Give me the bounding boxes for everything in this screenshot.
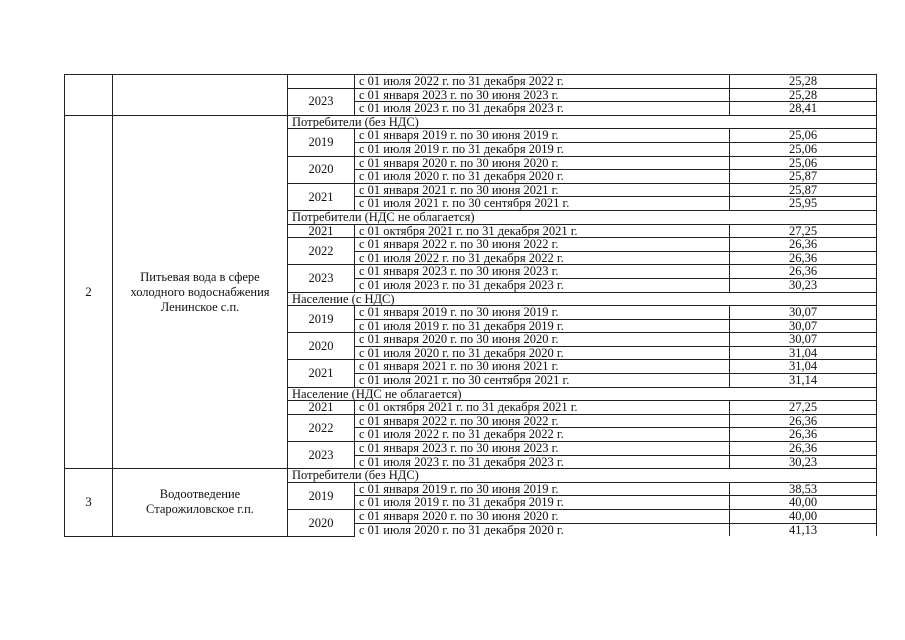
year-cell: 2019 [288,482,355,509]
tariff-value-cell: 25,06 [730,156,877,170]
service-name: Водоотведение Старожиловское г.п. [113,469,288,536]
period-cell: с 01 января 2023 г. по 30 июня 2023 г. [355,265,730,279]
tariff-value-cell: 27,25 [730,401,877,415]
year-cell: 2020 [288,510,355,537]
tariff-value-cell: 30,23 [730,455,877,469]
tariff-table [64,74,877,537]
tariff-value-cell: 31,14 [730,374,877,388]
year-cell: 2023 [288,442,355,469]
section-number: 2 [65,115,113,468]
tariff-value-cell: 30,07 [730,333,877,347]
tariff-value-cell: 31,04 [730,346,877,360]
year-cell: 2023 [288,265,355,292]
tariff-value-cell: 30,07 [730,306,877,320]
table-row [65,75,877,89]
consumer-group-label: Население (с НДС) [288,292,877,306]
tariff-value-cell: 30,07 [730,319,877,333]
period-cell: с 01 января 2019 г. по 30 июня 2019 г. [355,129,730,143]
period-cell: с 01 января 2020 г. по 30 июня 2020 г. [355,510,730,524]
tariff-value-cell: 25,06 [730,129,877,143]
period-cell: с 01 июля 2019 г. по 31 декабря 2019 г. [355,142,730,156]
service-name [113,75,288,116]
tariff-value-cell: 40,00 [730,510,877,524]
period-cell: с 01 июля 2020 г. по 31 декабря 2020 г. [355,523,730,536]
period-cell: с 01 июля 2022 г. по 31 декабря 2022 г. [355,428,730,442]
section-number [65,75,113,116]
section-number: 3 [65,469,113,536]
tariff-value-cell: 26,36 [730,428,877,442]
period-cell: с 01 июля 2021 г. по 30 сентября 2021 г. [355,374,730,388]
period-cell: с 01 июля 2019 г. по 31 декабря 2019 г. [355,319,730,333]
year-cell: 2022 [288,238,355,265]
period-cell: с 01 января 2021 г. по 30 июня 2021 г. [355,360,730,374]
period-cell: с 01 июля 2022 г. по 31 декабря 2022 г. [355,75,730,89]
service-name: Питьевая вода в сфере холодного водоснабжения Ленинское с.п. [113,115,288,468]
period-cell: с 01 июля 2023 г. по 31 декабря 2023 г. [355,455,730,469]
period-cell: с 01 января 2022 г. по 30 июня 2022 г. [355,414,730,428]
period-cell: с 01 января 2023 г. по 30 июня 2023 г. [355,442,730,456]
year-cell: 2021 [288,401,355,415]
year-cell: 2019 [288,306,355,333]
tariff-value-cell: 41,13 [730,523,877,536]
tariff-value-cell: 27,25 [730,224,877,238]
group-row [65,115,877,129]
year-cell: 2020 [288,156,355,183]
period-cell: с 01 января 2019 г. по 30 июня 2019 г. [355,306,730,320]
tariff-value-cell: 26,36 [730,265,877,279]
tariff-value-cell: 26,36 [730,414,877,428]
consumer-group-label: Потребители (НДС не облагается) [288,210,877,224]
period-cell: с 01 июля 2023 г. по 31 декабря 2023 г. [355,278,730,292]
period-cell: с 01 января 2022 г. по 30 июня 2022 г. [355,238,730,252]
period-cell: с 01 июля 2019 г. по 31 декабря 2019 г. [355,496,730,510]
tariff-value-cell: 25,28 [730,75,877,89]
year-cell: 2023 [288,88,355,115]
consumer-group-label: Потребители (без НДС) [288,469,877,483]
period-cell: с 01 января 2020 г. по 30 июня 2020 г. [355,156,730,170]
year-cell: 2022 [288,414,355,441]
tariff-value-cell: 25,28 [730,88,877,102]
tariff-value-cell: 28,41 [730,102,877,116]
tariff-value-cell: 26,36 [730,442,877,456]
period-cell: с 01 июля 2023 г. по 31 декабря 2023 г. [355,102,730,116]
consumer-group-label: Население (НДС не облагается) [288,387,877,401]
year-cell: 2019 [288,129,355,156]
period-cell: с 01 января 2020 г. по 30 июня 2020 г. [355,333,730,347]
period-cell: с 01 июля 2020 г. по 31 декабря 2020 г. [355,346,730,360]
period-cell: с 01 июля 2020 г. по 31 декабря 2020 г. [355,170,730,184]
tariff-value-cell: 25,87 [730,183,877,197]
tariff-value-cell: 25,87 [730,170,877,184]
year-cell: 2020 [288,333,355,360]
tariff-value-cell: 38,53 [730,482,877,496]
tariff-value-cell: 40,00 [730,496,877,510]
tariff-value-cell: 26,36 [730,238,877,252]
year-cell: 2021 [288,360,355,387]
period-cell: с 01 июля 2021 г. по 30 сентября 2021 г. [355,197,730,211]
tariff-value-cell: 25,95 [730,197,877,211]
period-cell: с 01 января 2021 г. по 30 июня 2021 г. [355,183,730,197]
period-cell: с 01 января 2023 г. по 30 июня 2023 г. [355,88,730,102]
tariff-value-cell: 25,06 [730,142,877,156]
period-cell: с 01 июля 2022 г. по 31 декабря 2022 г. [355,251,730,265]
tariff-value-cell: 26,36 [730,251,877,265]
year-cell [288,75,355,89]
group-row [65,469,877,483]
tariff-value-cell: 30,23 [730,278,877,292]
year-cell: 2021 [288,183,355,210]
consumer-group-label: Потребители (без НДС) [288,115,877,129]
period-cell: с 01 января 2019 г. по 30 июня 2019 г. [355,482,730,496]
period-cell: с 01 октября 2021 г. по 31 декабря 2021 г. [355,224,730,238]
period-cell: с 01 октября 2021 г. по 31 декабря 2021 г. [355,401,730,415]
tariff-value-cell: 31,04 [730,360,877,374]
tariff-table-body [65,75,877,537]
year-cell: 2021 [288,224,355,238]
